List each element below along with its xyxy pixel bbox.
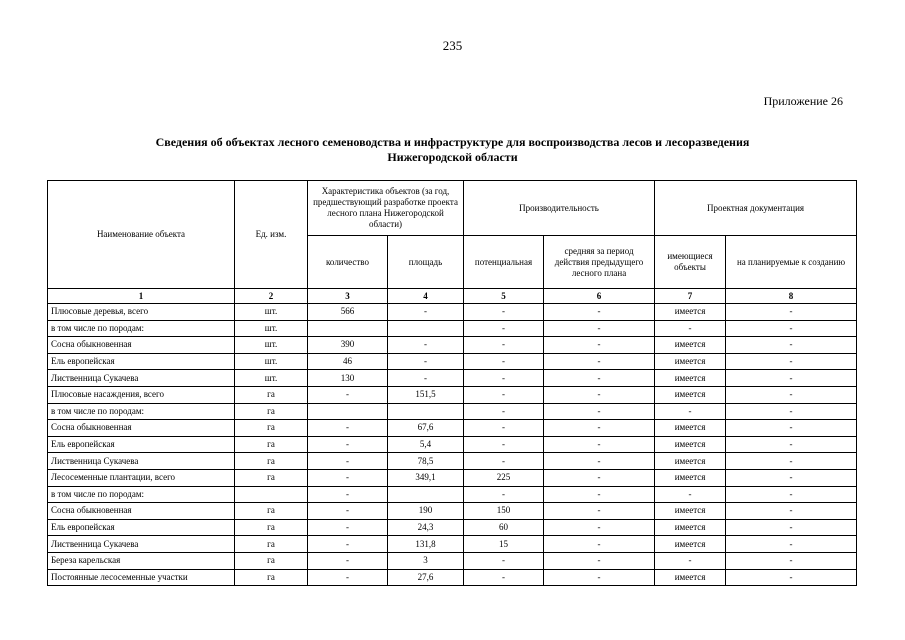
- forest-seed-objects-table: [47, 180, 857, 586]
- area-cell: 190: [388, 503, 464, 520]
- potential-cell: 15: [464, 536, 544, 553]
- unit-cell: га: [235, 403, 308, 420]
- header-name: Наименование объекта: [48, 181, 235, 289]
- planned-docs-cell: -: [726, 337, 857, 354]
- potential-cell: -: [464, 403, 544, 420]
- table-row: [48, 370, 857, 387]
- avg-period-cell: -: [544, 536, 655, 553]
- quantity-cell: -: [308, 569, 388, 586]
- quantity-cell: 46: [308, 353, 388, 370]
- quantity-cell: -: [308, 536, 388, 553]
- avg-period-cell: -: [544, 552, 655, 569]
- quantity-cell: 390: [308, 337, 388, 354]
- object-name-cell: Сосна обыкновенная: [48, 503, 235, 520]
- area-cell: 349,1: [388, 469, 464, 486]
- table-row: [48, 503, 857, 520]
- column-number: 3: [308, 289, 388, 304]
- area-cell: -: [388, 304, 464, 321]
- potential-cell: -: [464, 304, 544, 321]
- planned-docs-cell: -: [726, 503, 857, 520]
- header-characteristics: Характеристика объектов (за год, предшествующий разработке проекта лесного плана Нижегородской области): [308, 181, 464, 236]
- column-number: 4: [388, 289, 464, 304]
- quantity-cell: -: [308, 420, 388, 437]
- quantity-cell: -: [308, 469, 388, 486]
- potential-cell: 225: [464, 469, 544, 486]
- column-number: 7: [655, 289, 726, 304]
- table-row: [48, 353, 857, 370]
- potential-cell: -: [464, 337, 544, 354]
- existing-docs-cell: имеется: [655, 337, 726, 354]
- object-name-cell: в том числе по породам:: [48, 403, 235, 420]
- planned-docs-cell: -: [726, 469, 857, 486]
- avg-period-cell: -: [544, 386, 655, 403]
- area-cell: 27,6: [388, 569, 464, 586]
- header-productivity: Производительность: [464, 181, 655, 236]
- unit-cell: шт.: [235, 370, 308, 387]
- table-body: [48, 304, 857, 586]
- potential-cell: -: [464, 320, 544, 337]
- object-name-cell: в том числе по породам:: [48, 486, 235, 503]
- header-potential: потенциальная: [464, 236, 544, 289]
- header-planned: на планируемые к созданию: [726, 236, 857, 289]
- unit-cell: га: [235, 503, 308, 520]
- unit-cell: шт.: [235, 353, 308, 370]
- potential-cell: -: [464, 453, 544, 470]
- table-row: [48, 453, 857, 470]
- unit-cell: га: [235, 420, 308, 437]
- unit-cell: га: [235, 386, 308, 403]
- avg-period-cell: -: [544, 519, 655, 536]
- quantity-cell: -: [308, 503, 388, 520]
- planned-docs-cell: -: [726, 552, 857, 569]
- unit-cell: шт.: [235, 320, 308, 337]
- planned-docs-cell: -: [726, 519, 857, 536]
- header-documentation: Проектная документация: [655, 181, 857, 236]
- quantity-cell: -: [308, 386, 388, 403]
- potential-cell: -: [464, 486, 544, 503]
- header-quantity: количество: [308, 236, 388, 289]
- area-cell: [388, 320, 464, 337]
- existing-docs-cell: -: [655, 320, 726, 337]
- quantity-cell: -: [308, 519, 388, 536]
- planned-docs-cell: -: [726, 536, 857, 553]
- quantity-cell: -: [308, 453, 388, 470]
- potential-cell: -: [464, 552, 544, 569]
- title-line-1: Сведения об объектах лесного семеноводства и инфраструктуре для воспроизводства лесов и лесоразведения: [155, 135, 750, 149]
- avg-period-cell: -: [544, 420, 655, 437]
- avg-period-cell: -: [544, 337, 655, 354]
- page-number: 235: [442, 38, 463, 53]
- existing-docs-cell: имеется: [655, 569, 726, 586]
- object-name-cell: Ель европейская: [48, 353, 235, 370]
- unit-cell: га: [235, 569, 308, 586]
- appendix-label: Приложение 26: [763, 94, 843, 108]
- unit-cell: га: [235, 519, 308, 536]
- unit-cell: га: [235, 436, 308, 453]
- planned-docs-cell: -: [726, 420, 857, 437]
- object-name-cell: Сосна обыкновенная: [48, 337, 235, 354]
- planned-docs-cell: -: [726, 486, 857, 503]
- planned-docs-cell: -: [726, 569, 857, 586]
- area-cell: [388, 403, 464, 420]
- planned-docs-cell: -: [726, 403, 857, 420]
- object-name-cell: Ель европейская: [48, 519, 235, 536]
- existing-docs-cell: имеется: [655, 519, 726, 536]
- quantity-cell: [308, 403, 388, 420]
- existing-docs-cell: имеется: [655, 386, 726, 403]
- table-row: [48, 552, 857, 569]
- avg-period-cell: -: [544, 503, 655, 520]
- potential-cell: 60: [464, 519, 544, 536]
- header-area: площадь: [388, 236, 464, 289]
- unit-cell: [235, 486, 308, 503]
- table-row: [48, 536, 857, 553]
- area-cell: 78,5: [388, 453, 464, 470]
- existing-docs-cell: имеется: [655, 453, 726, 470]
- table-row: [48, 320, 857, 337]
- unit-cell: га: [235, 536, 308, 553]
- object-name-cell: Сосна обыкновенная: [48, 420, 235, 437]
- area-cell: 67,6: [388, 420, 464, 437]
- avg-period-cell: -: [544, 370, 655, 387]
- quantity-cell: [308, 320, 388, 337]
- unit-cell: шт.: [235, 304, 308, 321]
- avg-period-cell: -: [544, 403, 655, 420]
- header-avg-period: средняя за период действия предыдущего лесного плана: [544, 236, 655, 289]
- existing-docs-cell: имеется: [655, 304, 726, 321]
- avg-period-cell: -: [544, 436, 655, 453]
- table-row: [48, 386, 857, 403]
- unit-cell: га: [235, 453, 308, 470]
- table-row: [48, 519, 857, 536]
- avg-period-cell: -: [544, 304, 655, 321]
- avg-period-cell: -: [544, 353, 655, 370]
- header-unit: Ед. изм.: [235, 181, 308, 289]
- table-row: [48, 436, 857, 453]
- object-name-cell: Лесосеменные плантации, всего: [48, 469, 235, 486]
- potential-cell: -: [464, 353, 544, 370]
- column-number-row: [48, 289, 857, 304]
- object-name-cell: Плюсовые деревья, всего: [48, 304, 235, 321]
- table-row: [48, 420, 857, 437]
- area-cell: 5,4: [388, 436, 464, 453]
- planned-docs-cell: -: [726, 320, 857, 337]
- quantity-cell: 130: [308, 370, 388, 387]
- unit-cell: шт.: [235, 337, 308, 354]
- planned-docs-cell: -: [726, 453, 857, 470]
- existing-docs-cell: имеется: [655, 469, 726, 486]
- object-name-cell: Лиственница Сукачева: [48, 453, 235, 470]
- unit-cell: га: [235, 552, 308, 569]
- object-name-cell: Лиственница Сукачева: [48, 370, 235, 387]
- potential-cell: -: [464, 569, 544, 586]
- table-row: [48, 486, 857, 503]
- avg-period-cell: -: [544, 320, 655, 337]
- existing-docs-cell: -: [655, 403, 726, 420]
- quantity-cell: -: [308, 436, 388, 453]
- table-row: [48, 403, 857, 420]
- planned-docs-cell: -: [726, 436, 857, 453]
- avg-period-cell: -: [544, 569, 655, 586]
- unit-cell: га: [235, 469, 308, 486]
- area-cell: 131,8: [388, 536, 464, 553]
- object-name-cell: Ель европейская: [48, 436, 235, 453]
- quantity-cell: 566: [308, 304, 388, 321]
- potential-cell: 150: [464, 503, 544, 520]
- planned-docs-cell: -: [726, 304, 857, 321]
- existing-docs-cell: -: [655, 552, 726, 569]
- quantity-cell: -: [308, 486, 388, 503]
- potential-cell: -: [464, 436, 544, 453]
- object-name-cell: Береза карельская: [48, 552, 235, 569]
- existing-docs-cell: имеется: [655, 503, 726, 520]
- column-number: 5: [464, 289, 544, 304]
- area-cell: -: [388, 353, 464, 370]
- area-cell: -: [388, 370, 464, 387]
- object-name-cell: в том числе по породам:: [48, 320, 235, 337]
- column-number: 6: [544, 289, 655, 304]
- existing-docs-cell: имеется: [655, 353, 726, 370]
- quantity-cell: -: [308, 552, 388, 569]
- document-title: [60, 135, 845, 165]
- area-cell: [388, 486, 464, 503]
- planned-docs-cell: -: [726, 353, 857, 370]
- existing-docs-cell: имеется: [655, 536, 726, 553]
- object-name-cell: Плюсовые насаждения, всего: [48, 386, 235, 403]
- area-cell: 24,3: [388, 519, 464, 536]
- table-row: [48, 304, 857, 321]
- planned-docs-cell: -: [726, 386, 857, 403]
- table-row: [48, 469, 857, 486]
- column-number: 2: [235, 289, 308, 304]
- column-number: 1: [48, 289, 235, 304]
- avg-period-cell: -: [544, 453, 655, 470]
- existing-docs-cell: имеется: [655, 370, 726, 387]
- area-cell: 3: [388, 552, 464, 569]
- potential-cell: -: [464, 420, 544, 437]
- area-cell: -: [388, 337, 464, 354]
- table-row: [48, 569, 857, 586]
- avg-period-cell: -: [544, 469, 655, 486]
- object-name-cell: Постоянные лесосеменные участки: [48, 569, 235, 586]
- column-number: 8: [726, 289, 857, 304]
- existing-docs-cell: имеется: [655, 420, 726, 437]
- header-existing: имеющиеся объекты: [655, 236, 726, 289]
- object-name-cell: Лиственница Сукачева: [48, 536, 235, 553]
- planned-docs-cell: -: [726, 370, 857, 387]
- area-cell: 151,5: [388, 386, 464, 403]
- title-line-2: Нижегородской области: [387, 150, 518, 164]
- existing-docs-cell: имеется: [655, 436, 726, 453]
- avg-period-cell: -: [544, 486, 655, 503]
- potential-cell: -: [464, 386, 544, 403]
- table-row: [48, 337, 857, 354]
- potential-cell: -: [464, 370, 544, 387]
- existing-docs-cell: -: [655, 486, 726, 503]
